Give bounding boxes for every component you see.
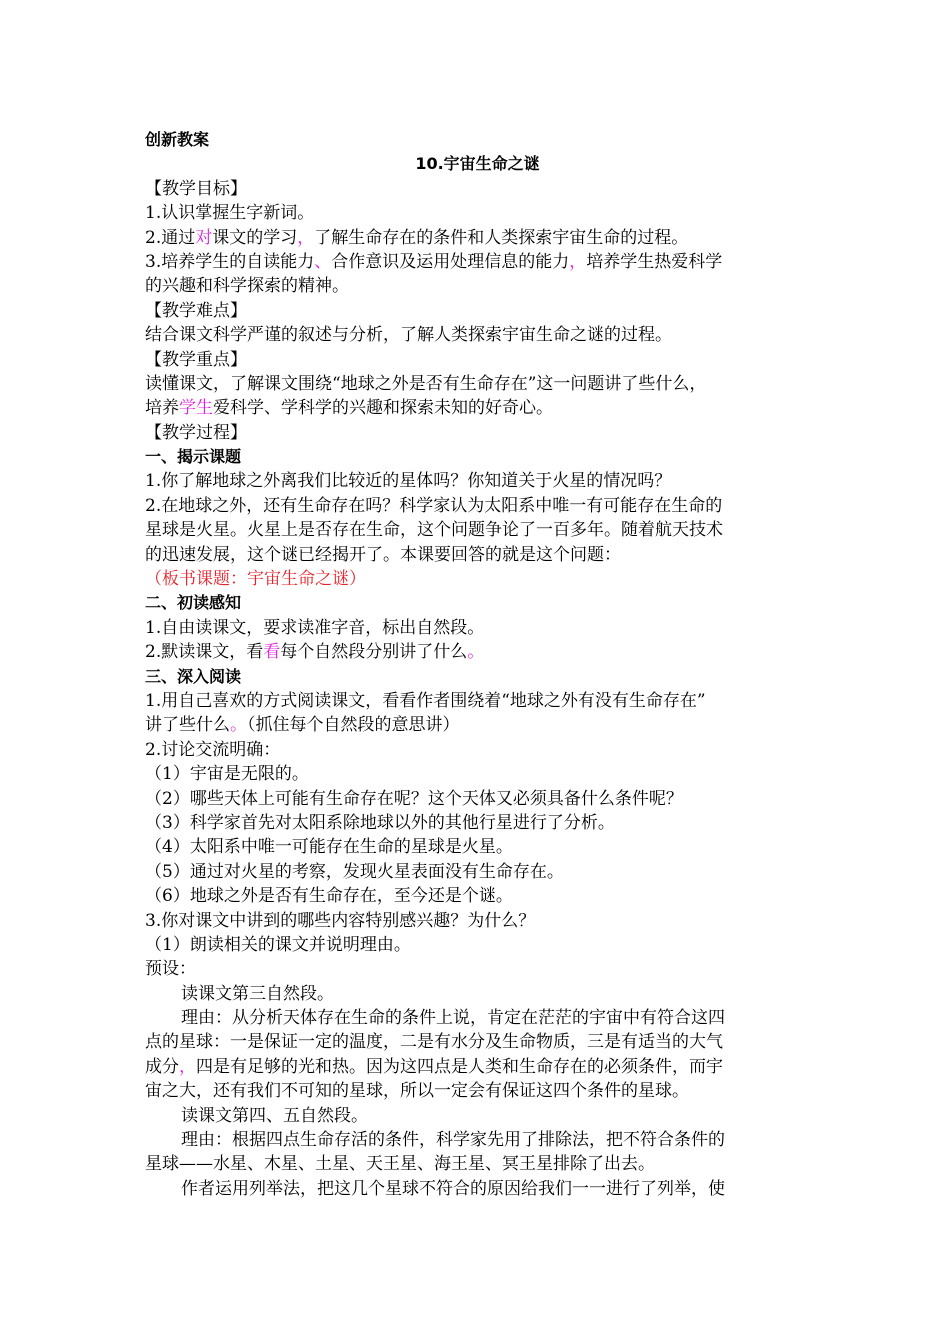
- reason-1: 点的星球：一是保证一定的温度，二是有水分及生命物质，三是有适当的大气: [145, 1032, 723, 1053]
- board-title: （板书课题：宇宙生命之谜）: [145, 569, 366, 590]
- section-3-title: 三、深入阅读: [145, 666, 242, 686]
- reason-1-highlight: ，: [179, 1056, 196, 1077]
- section-3-part: （抓住每个自然段的意思讲）: [247, 715, 460, 736]
- reason-1: 宙之大，还有我们不可知的星球，所以一定会有保证这四个条件的星球。: [145, 1081, 689, 1102]
- objectives-heading: 【教学目标】: [145, 178, 247, 199]
- lesson-title: 10.宇宙生命之谜: [415, 154, 540, 174]
- objective-3-cont: 的兴趣和科学探索的精神。: [145, 276, 349, 297]
- difficulty-heading: 【教学难点】: [145, 300, 247, 321]
- discussion-point: （3）科学家首先对太阳系除地球以外的其他行星进行了分析。: [145, 812, 615, 833]
- section-3-item-1: 1.用自己喜欢的方式阅读课文，看看作者围绕着“地球之外有没有生命存在”: [145, 690, 706, 711]
- focus-text-2: [145, 396, 810, 420]
- reason-2: 理由：根据四点生命存活的条件，科学家先用了排除法，把不符合条件的: [181, 1130, 725, 1151]
- focus-text-1: 读懂课文，了解课文围绕“地球之外是否有生命存在”这一问题讲了些什么，: [145, 373, 707, 394]
- difficulty-text: 结合课文科学严谨的叙述与分析，了解人类探索宇宙生命之谜的过程。: [145, 325, 672, 346]
- discussion-point: （1）宇宙是无限的。: [145, 764, 309, 785]
- objective-2-highlight: ，: [297, 227, 315, 248]
- objective-3-part: 培养学生热爱科学: [586, 251, 723, 272]
- section-3-item-3-sub: （1）朗读相关的课文并说明理由。: [145, 934, 411, 955]
- objective-2-part: 了解生命存在的条件和人类探索宇宙生命的过程。: [314, 227, 689, 248]
- focus-part: 爱科学、学科学的兴趣和探索未知的好奇心。: [213, 398, 553, 419]
- reason-1: [145, 1055, 810, 1079]
- focus-highlight: 学生: [179, 398, 213, 419]
- read-instruction-1: 读课文第三自然段。: [181, 983, 334, 1004]
- section-3-highlight: 。: [230, 715, 247, 736]
- objective-2-part: 课文的学习: [212, 227, 298, 248]
- section-3-item-2: 2.讨论交流明确：: [145, 739, 281, 760]
- discussion-point: （5）通过对火星的考察，发现火星表面没有生命存在。: [145, 861, 564, 882]
- section-2-highlight: 。: [467, 642, 485, 663]
- section-3-item-3: 3.你对课文中讲到的哪些内容特别感兴趣？为什么？: [145, 910, 536, 931]
- objective-3: [145, 250, 810, 274]
- preset-label: 预设：: [145, 959, 196, 980]
- section-2-highlight: 看: [263, 642, 281, 663]
- discussion-point: （4）太阳系中唯一可能存在生命的星球是火星。: [145, 837, 513, 858]
- focus-part: 培养: [145, 398, 179, 419]
- section-2-part: 每个自然段分别讲了什么: [280, 642, 468, 663]
- reason-2: 作者运用列举法，把这几个星球不符合的原因给我们一一进行了列举，使: [181, 1178, 725, 1199]
- focus-heading: 【教学重点】: [145, 349, 247, 370]
- reason-1-part: 四是有足够的光和热。因为这四点是人类和生命存在的必须条件，而宇: [196, 1056, 723, 1077]
- discussion-point: （2）哪些天体上可能有生命存在呢？这个天体又必须具备什么条件呢？: [145, 788, 683, 809]
- objective-3-part: 3.培养学生的自读能力: [145, 251, 315, 272]
- section-2-item-2: [145, 640, 810, 664]
- reason-1-part: 成分: [145, 1056, 179, 1077]
- doc-label: 创新教案: [145, 130, 210, 149]
- section-2-part: 2.默读课文，看: [145, 642, 264, 663]
- reason-2: 星球——水星、木星、土星、天王星、海王星、冥王星排除了出去。: [145, 1154, 655, 1175]
- objective-2-part: 2.通过: [145, 227, 196, 248]
- objective-3-part: 合作意识及运用处理信息的能力: [331, 251, 570, 272]
- section-3-item-1: [145, 713, 810, 737]
- section-1-item-1: 1.你了解地球之外离我们比较近的星体吗？你知道关于火星的情况吗？: [145, 471, 672, 492]
- lesson-plan-page: [145, 128, 810, 1201]
- section-2-item-1: 1.自由读课文，要求读准字音，标出自然段。: [145, 617, 485, 638]
- section-1-item-2: 的迅速发展，这个谜已经揭开了。本课要回答的就是这个问题：: [145, 544, 621, 565]
- read-instruction-2: 读课文第四、五自然段。: [181, 1105, 368, 1126]
- objective-1: 1.认识掌握生字新词。: [145, 203, 315, 224]
- objective-3-highlight: ，: [569, 251, 587, 272]
- reason-1: 理由：从分析天体存在生命的条件上说，肯定在茫茫的宇宙中有符合这四: [181, 1008, 725, 1029]
- section-1-item-2: 2.在地球之外，还有生命存在吗？科学家认为太阳系中唯一有可能存在生命的: [145, 495, 723, 516]
- section-1-item-2: 星球是火星。火星上是否存在生命，这个问题争论了一百多年。随着航天技术: [145, 520, 723, 541]
- discussion-point: （6）地球之外是否有生命存在，至今还是个谜。: [145, 886, 513, 907]
- process-heading: 【教学过程】: [145, 422, 247, 443]
- section-1-title: 一、揭示课题: [145, 447, 242, 467]
- objective-2-highlight: 对: [195, 227, 213, 248]
- objective-3-highlight: 、: [314, 251, 332, 272]
- section-3-part: 讲了些什么: [145, 715, 230, 736]
- section-2-title: 二、初读感知: [145, 593, 242, 613]
- objective-2: [145, 226, 810, 250]
